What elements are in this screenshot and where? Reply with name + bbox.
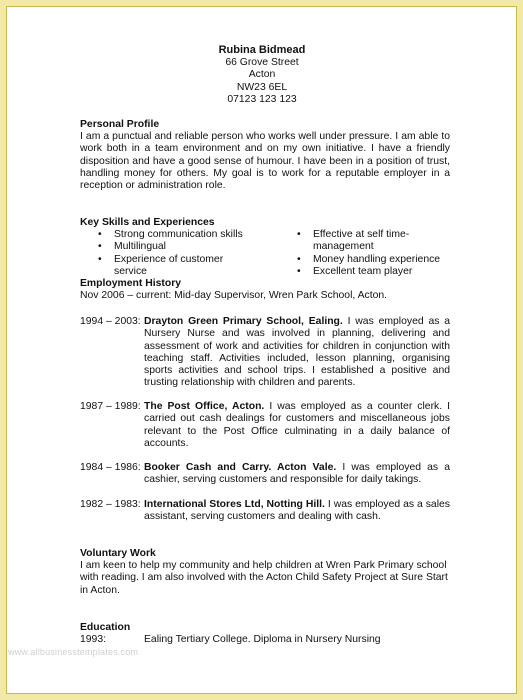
job-employer: International Stores Ltd, Notting Hill.: [144, 499, 325, 510]
job-text: I was employed as a counter clerk. I carried out cash dealings for customers and miscellaneous jobs relevant to the Post Office culminating in a daily balance of accounts.: [144, 401, 451, 449]
job-dates: 1982 – 1983:: [80, 499, 141, 510]
skills-list-right: [297, 229, 457, 278]
job-text: I was employed as a cashier, serving customers and responsible for daily takings.: [144, 462, 450, 486]
bullet-icon: •: [297, 229, 301, 240]
skill-item: • Money handling experience: [297, 253, 441, 265]
skill-item: • Excellent team player: [297, 265, 413, 277]
skills-list-left: [98, 229, 268, 278]
bullet-icon: •: [98, 253, 102, 265]
job-entry: [80, 462, 450, 487]
skill-item: • Multilingual: [98, 241, 166, 253]
job-dates: 1994 – 2003:: [80, 316, 141, 327]
phone-number: 07123 123 123: [227, 93, 297, 105]
cv-header: [150, 44, 374, 106]
job-entry: [80, 401, 450, 450]
current-position: Nov 2006 – current: Mid-day Supervisor, Wren Park School, Acton.: [80, 290, 388, 301]
profile-heading: Personal Profile: [80, 119, 160, 130]
bullet-icon: •: [297, 253, 301, 265]
skills-heading: Key Skills and Experiences: [80, 217, 215, 228]
job-description: [144, 499, 450, 524]
address-town: Acton: [248, 69, 276, 81]
job-description: [144, 401, 450, 450]
job-employer: Drayton Green Primary School, Ealing.: [144, 316, 343, 327]
watermark-text: www.allbusinesstemplates.com: [8, 647, 139, 657]
profile-text: I am a punctual and reliable person who works well under pressure. I am able to work both in a team environment and on my own initiative. I have a friendly disposition and have a good sense of humour. I have been in a position of trust, handling money for others. My goal is to work for a reputable employer in a reception or administration role.: [80, 131, 450, 192]
education-year: 1993:: [80, 634, 107, 645]
skill-item: • Experience of customer service: [98, 253, 224, 277]
skill-item: • Effective at self time-management: [297, 229, 410, 253]
education-text: Ealing Tertiary College. Diploma in Nursery Nursing: [144, 634, 381, 645]
address-postcode: NW23 6EL: [236, 81, 288, 93]
employment-heading: Employment History: [80, 278, 182, 289]
job-entry: [80, 316, 450, 390]
job-entry: [80, 499, 450, 524]
job-employer: The Post Office, Acton.: [144, 401, 265, 412]
job-text: I was employed as a Nursery Nurse and was involved in planning, delivering and assessment of work and activities for children in conjunction with teaching staff. Activities included, lesson planning, organising sports activities and school trips. I established a positive and trusting relationship with children and parents.: [144, 316, 450, 389]
candidate-name: Rubina Bidmead: [218, 44, 306, 56]
address-street: 66 Grove Street: [225, 57, 299, 68]
job-dates: 1987 – 1989:: [80, 401, 141, 412]
job-description: [144, 316, 450, 390]
bullet-icon: •: [98, 241, 102, 253]
job-employer: Booker Cash and Carry. Acton Vale.: [144, 462, 337, 473]
job-dates: 1984 – 1986:: [80, 462, 141, 473]
bullet-icon: •: [297, 265, 301, 277]
job-description: [144, 462, 450, 487]
skill-item: • Strong communication skills: [98, 229, 243, 240]
job-text: I was employed as a sales assistant, serving customers and dealing with cash.: [144, 499, 450, 523]
voluntary-text: I am keen to help my community and help children at Wren Park Primary school with reading. I am also involved with the Acton Child Safety Project at Sure Start in Acton.: [80, 560, 448, 596]
bullet-icon: •: [98, 229, 102, 240]
education-heading: Education: [80, 622, 131, 633]
voluntary-heading: Voluntary Work: [80, 548, 156, 559]
